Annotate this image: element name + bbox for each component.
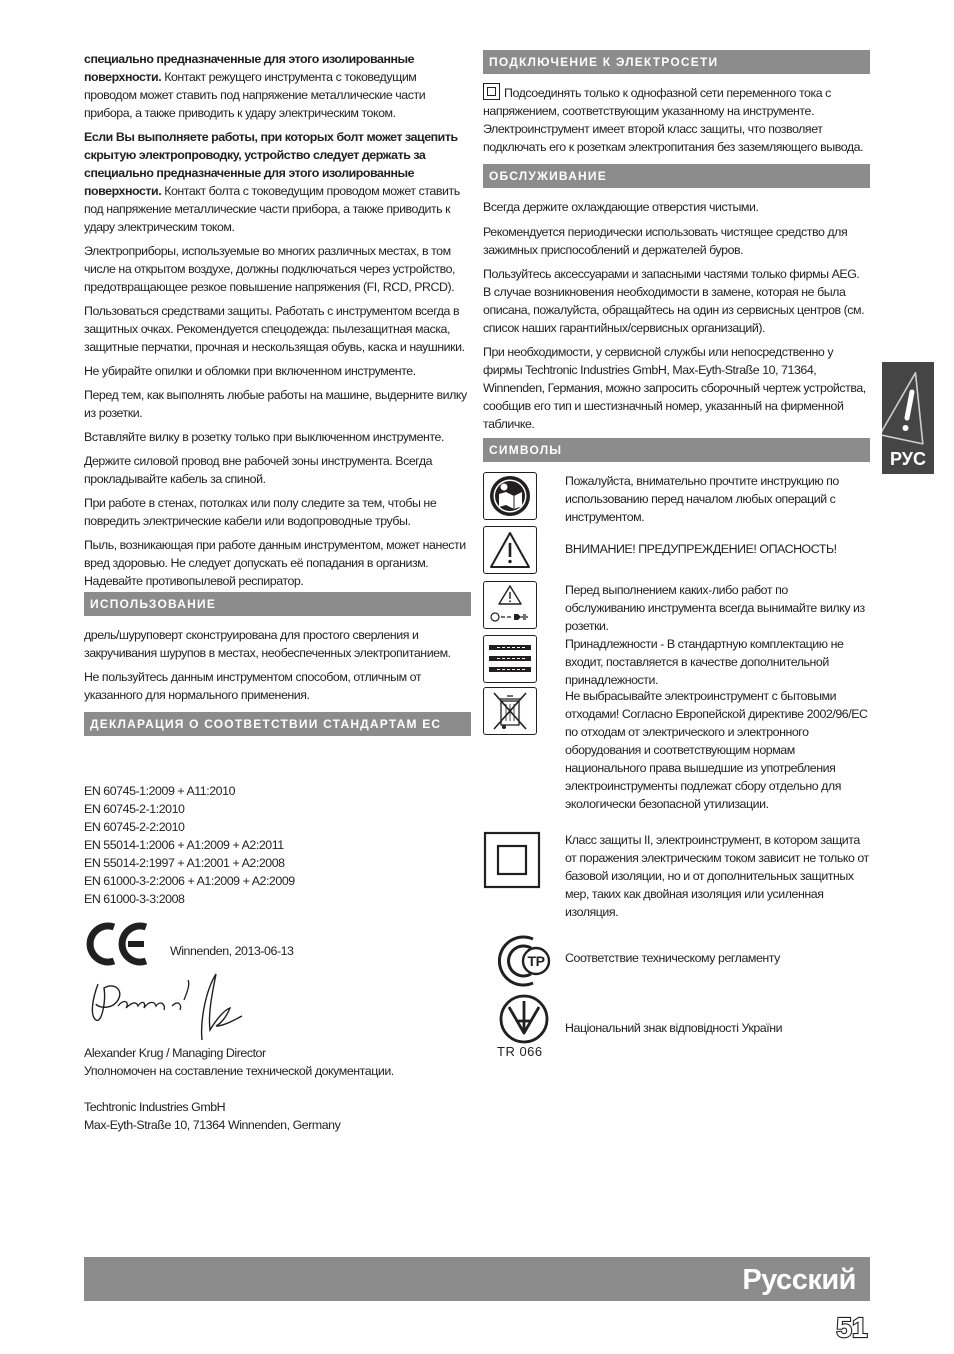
- standard-item: EN 61000-3-3:2008: [84, 892, 185, 906]
- company-name: Techtronic Industries GmbH: [84, 1100, 226, 1114]
- paragraph-text: Контакт режущего инструмента с токоведущим проводом может ставить под напряжение металлические части прибора, а также приводить к удару электрическим током.: [84, 70, 426, 120]
- symbol-row: [483, 831, 870, 923]
- svg-text:ТР: ТР: [527, 953, 545, 969]
- signatory-role: Уполномочен на составление технической документации.: [84, 1064, 394, 1078]
- symbol-text: Принадлежности - В стандартную комплектацию не входит, поставляется в качестве дополнительной принадлежности.: [565, 637, 844, 687]
- paragraph-rcd: Электроприборы, используемые во многих различных местах, в том числе на открытом воздухе, должны подключаться через устройство, предотвращающее резкое повышение напряжения (FI, RCD, PRCD).: [84, 244, 456, 294]
- symbol-row: [483, 635, 870, 687]
- symbol-row: [483, 931, 870, 993]
- protection-class-ii-icon: [483, 831, 541, 889]
- page-number: [834, 1306, 870, 1344]
- section-heading-usage: ИСПОЛЬЗОВАНИЕ: [84, 592, 471, 616]
- ukraine-mark-caption: TR 066: [497, 1044, 543, 1059]
- symbol-text: Перед выполнением каких-либо работ по обслуживанию инструмента всегда вынимайте вилку из розетки.: [565, 583, 865, 633]
- paragraph-plug-in: Вставляйте вилку в розетку только при выключенном инструменте.: [84, 430, 444, 444]
- standard-item: EN 55014-1:2006 + A1:2009 + A2:2011: [84, 838, 284, 852]
- paragraph-service-3: Пользуйтесь аксессуарами и запасными частями только фирмы AEG. В случае возникновения необходимости в замене, которая не была описана, пожалуйста, обращайтесь на один из сервисных центров (см. список наших гарантийных/сервисных организаций).: [483, 267, 865, 335]
- footer-language-bar: [84, 1257, 870, 1301]
- ce-mark-icon: [84, 922, 152, 966]
- right-column: [483, 50, 870, 1073]
- symbol-text: Соответствие техническому регламенту: [565, 951, 780, 965]
- paragraph-service-4: При необходимости, у сервисной службы или непосредственно у фирмы Techtronic Industries GmbH, Max-Eyth-Straße 10, 71364, Winnenden, Германия, можно запросить сборочный чертеж устройства, сообщив его тип и шестизначный номер, указанный на фирменной табличке.: [483, 345, 866, 431]
- paragraph-usage-2: Не пользуйтесь данным инструментом способом, отличным от указанного для нормального применения.: [84, 670, 422, 702]
- paragraph-chips: Не убирайте опилки и обломки при включенном инструменте.: [84, 364, 416, 378]
- paragraph-cutting-tool-contact: [84, 50, 471, 122]
- company-address: Max-Eyth-Straße 10, 71364 Winnenden, Germany: [84, 1118, 341, 1132]
- symbol-text: Національний знак відповідності України: [565, 1021, 783, 1035]
- symbol-row: [483, 687, 870, 831]
- standard-item: EN 60745-2-1:2010: [84, 802, 185, 816]
- declaration-date: Winnenden, 2013-06-13: [170, 944, 294, 958]
- language-tab-label: РУС: [890, 449, 926, 469]
- section-heading-service: ОБСЛУЖИВАНИЕ: [483, 164, 870, 188]
- symbol-row: [483, 581, 870, 635]
- ctp-conformity-icon: [491, 931, 555, 991]
- protection-class-small-icon: [483, 83, 500, 100]
- warning-triangle-icon: [483, 526, 537, 574]
- read-manual-icon: [483, 472, 537, 520]
- accessories-icon: [483, 635, 537, 683]
- left-column: [84, 50, 471, 1134]
- symbol-row: [483, 526, 870, 578]
- paragraph-usage-1: дрель/шуруповерт сконструирована для простого сверления и закручивания шурупов в местах, необеспеченных электропитанием.: [84, 628, 451, 660]
- standards-list: [84, 782, 471, 908]
- signatory-block: [84, 1044, 471, 1134]
- footer-language-title: Русский: [742, 1264, 856, 1296]
- paragraph-walls: При работе в стенах, потолках или полу следите за тем, чтобы не повредить электрические кабели или водопроводные трубы.: [84, 496, 437, 528]
- standard-item: EN 55014-2:1997 + A1:2001 + A2:2008: [84, 856, 285, 870]
- paragraph-service-2: Рекомендуется периодически использовать чистящее средство для зажимных приспособлений и держателей буров.: [483, 225, 848, 257]
- paragraph-protective-gear: Пользоваться средствами защиты. Работать с инструментом всегда в защитных очках. Рекомендуется спецодежда: пылезащитная маска, защитные перчатки, прочная и нескользящая обувь, каска и наушники.: [84, 304, 465, 354]
- symbol-row: [483, 472, 870, 524]
- section-heading-symbols: СИМВОЛЫ: [483, 438, 870, 462]
- language-side-tab: [882, 362, 934, 474]
- paragraph-text: Подсоединять только к однофазной сети переменного тока с напряжением, соответствующим указанному на инструменте. Электроинструмент имеет второй класс защиты, что позволяет подключать его к розеткам электропитания без заземляющего вывода.: [483, 86, 864, 154]
- paragraph-dust: Пыль, возникающая при работе данным инструментом, может нанести вред здоровью. Не следует допускать её попадания в организм. Надевайте противопылевой респиратор.: [84, 538, 466, 588]
- symbol-text: ВНИМАНИЕ! ПРЕДУПРЕЖДЕНИЕ! ОПАСНОСТЬ!: [565, 542, 837, 556]
- symbol-text: Не выбрасывайте электроинструмент с бытовыми отходами! Согласно Европейской директиве 2002/96/ЕС по отходам от электрического и электронного оборудования и соответствующим нормам национального права вышедшие из употребления электроинструменты подлежат сбору отдельно для экологически безопасной утилизации.: [565, 689, 868, 811]
- symbol-text: Класс защиты II, электроинструмент, в котором защита от поражения электрическим током зависит не только от базовой изоляции, но и от дополнительных защитных мер, таких как двойная изоляция или усиленная изоляция.: [565, 833, 869, 919]
- signature-icon: [84, 970, 254, 1042]
- warning-exclamation-icon: [882, 368, 934, 448]
- standard-item: EN 60745-1:2009 + A11:2010: [84, 784, 236, 798]
- signatory-name: Alexander Krug / Managing Director: [84, 1046, 266, 1060]
- symbol-row: [483, 993, 870, 1073]
- crossed-bin-icon: [483, 687, 537, 735]
- section-heading-power: ПОДКЛЮЧЕНИЕ К ЭЛЕКТРОСЕТИ: [483, 50, 870, 74]
- bold-lead: специально предназначенные для этого изолированные поверхности.: [84, 52, 415, 84]
- bold-lead: Если Вы выполняете работы, при которых болт может зацепить скрытую электропроводку, устройство следует держать за специально предназначенные для этого изолированные поверхности.: [84, 130, 458, 198]
- ukraine-conformity-icon: [499, 993, 549, 1045]
- paragraph-unplug: Перед тем, как выполнять любые работы на машине, выдерните вилку из розетки.: [84, 388, 467, 420]
- standard-item: EN 60745-2-2:2010: [84, 820, 185, 834]
- paragraph-service-1: Всегда держите охлаждающие отверстия чистыми.: [483, 200, 759, 214]
- paragraph-power: [483, 83, 870, 156]
- paragraph-bolt-contact: [84, 128, 471, 236]
- paragraph-cable: Держите силовой провод вне рабочей зоны инструмента. Всегда прокладывайте кабель за спиной.: [84, 454, 433, 486]
- ce-row: [84, 922, 471, 964]
- paragraph-text: Контакт болта с токоведущим проводом может ставить под напряжение металлические части прибора, а также приводить к удару электрическим током.: [84, 184, 460, 234]
- page-number-text: 51: [836, 1312, 868, 1343]
- section-heading-declaration: ДЕКЛАРАЦИЯ О СООТВЕТСТВИИ СТАНДАРТАМ ЕС: [84, 712, 471, 736]
- symbol-text: Пожалуйста, внимательно прочтите инструкцию по использованию перед началом любых операций с инструментом.: [565, 474, 839, 524]
- unplug-warning-icon: [483, 581, 537, 629]
- standard-item: EN 61000-3-2:2006 + A1:2009 + A2:2009: [84, 874, 295, 888]
